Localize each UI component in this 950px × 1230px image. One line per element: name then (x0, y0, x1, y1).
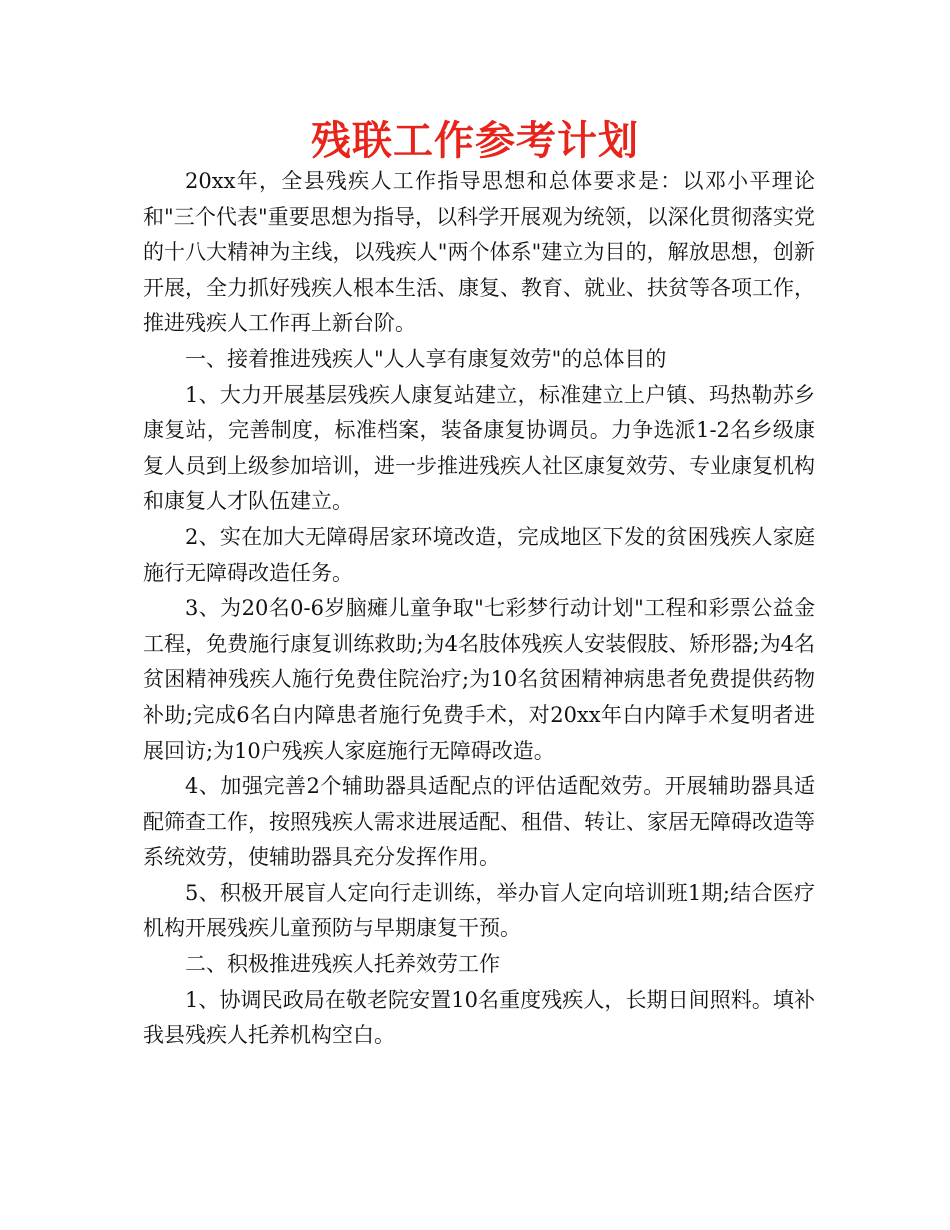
intro-paragraph: 20xx年，全县残疾人工作指导思想和总体要求是：以邓小平理论和"三个代表"重要思想为指导，以科学开展观为统领，以深化贯彻落实党的十八大精神为主线，以残疾人"两个体系"建立为目的，解放思想，创新开展，全力抓好残疾人根本生活、康复、教育、就业、扶贫等各项工作，推进残疾人工作再上新台阶。 (143, 169, 815, 336)
paragraph-item-1: 1、大力开展基层残疾人康复站建立，标准建立上户镇、玛热勒苏乡康复站，完善制度，标准档案，装备康复协调员。力争选派1-2名乡级康复人员到上级参加培训，进一步推进残疾人社区康复效劳、专业康复机构和康复人才队伍建立。 (143, 382, 815, 514)
paragraph-item-5: 5、积极开展盲人定向行走训练，举办盲人定向培训班1期;结合医疗机构开展残疾儿童预防与早期康复干预。 (143, 880, 815, 941)
document-title: 残联工作参考计划 (311, 118, 639, 164)
paragraph-item-2: 2、实在加大无障碍居家环境改造，完成地区下发的贫困残疾人家庭施行无障碍改造任务。 (143, 524, 815, 585)
paragraph-item-4: 4、加强完善2个辅助器具适配点的评估适配效劳。开展辅助器具适配筛查工作，按照残疾人需求进展适配、租借、转让、家居无障碍改造等系统效劳，使辅助器具充分发挥作用。 (143, 774, 815, 870)
section-heading-rehabilitation: 一、接着推进残疾人"人人享有康复效劳"的总体目的 (185, 346, 667, 371)
section-heading-care-services: 二、积极推进残疾人托养效劳工作 (185, 952, 500, 977)
paragraph-care-item-1: 1、协调民政局在敬老院安置10名重度残疾人，长期日间照料。填补我县残疾人托养机构空白。 (143, 987, 815, 1048)
paragraph-item-3: 3、为20名0-6岁脑瘫儿童争取"七彩梦行动计划"工程和彩票公益金工程，免费施行康复训练救助;为4名肢体残疾人安装假肢、矫形器;为4名贫困精神残疾人施行免费住院治疗;为10名贫困精神病患者免费提供药物补助;完成6名白内障患者施行免费手术，对20xx年白内障手术复明者进展回访;为10户残疾人家庭施行无障碍改造。 (143, 596, 815, 763)
document-body (143, 164, 815, 1054)
